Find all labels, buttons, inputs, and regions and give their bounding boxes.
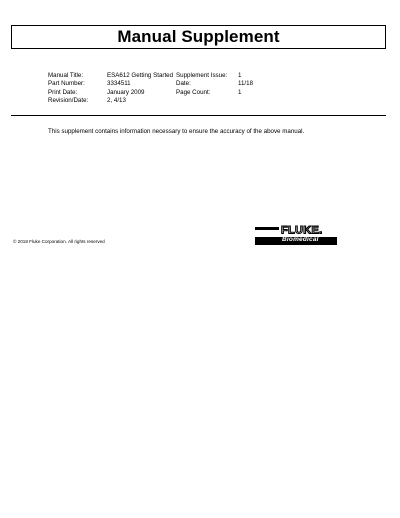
part-number-label: Part Number: — [48, 80, 85, 88]
logo-brand-text: FLUKE. — [281, 224, 323, 235]
revision-date-value: 2, 4/13 — [107, 97, 126, 105]
part-number-value: 3334511 — [107, 80, 131, 88]
fluke-wordmark — [255, 223, 337, 235]
supplement-issue-value: 1 — [238, 72, 242, 79]
fluke-biomedical-logo — [255, 223, 337, 244]
print-date-value: January 2009 — [107, 88, 145, 96]
meta-values-right — [238, 72, 253, 97]
manual-title-value: ESA612 Getting Started — [107, 72, 174, 79]
meta-labels-left — [48, 72, 88, 106]
title-box — [11, 25, 386, 49]
divider — [11, 115, 386, 116]
supplement-description: This supplement contains information necessary to ensure the accuracy of the above manual. — [48, 128, 305, 135]
date-label: Date: — [176, 80, 191, 88]
supplement-issue-label: Supplement Issue: — [176, 72, 228, 79]
page-count-label: Page Count: — [176, 88, 211, 96]
page-title: Manual Supplement — [117, 27, 280, 46]
date-value: 11/18 — [238, 80, 254, 88]
copyright-notice: © 2018 Fluke Corporation. All rights reserved — [13, 239, 105, 244]
logo-division-text: Biomedical — [282, 236, 319, 243]
manual-title-label: Manual Title: — [48, 72, 84, 79]
meta-labels-right — [176, 72, 227, 97]
print-date-label: Print Date: — [48, 88, 78, 96]
page-count-value: 1 — [238, 88, 242, 96]
meta-values-left — [107, 72, 173, 106]
revision-date-label: Revision/Date: — [48, 97, 89, 105]
